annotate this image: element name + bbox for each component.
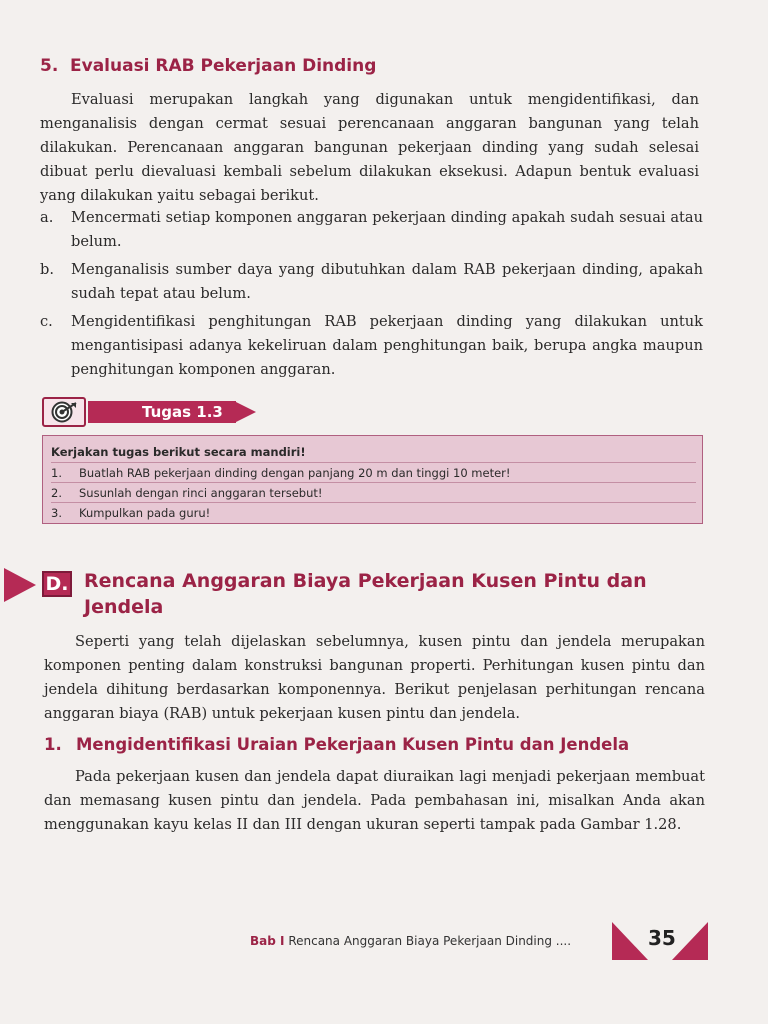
page-number: 35 — [648, 926, 676, 950]
tugas-item — [51, 502, 696, 523]
tugas-item — [51, 482, 696, 503]
subsection-1-title: Mengidentifikasi Uraian Pekerjaan Kusen Pintu dan Jendela — [76, 735, 630, 754]
section-5-intro-text: Evaluasi merupakan langkah yang digunakan untuk mengidentifikasi, dan menganalisis dengan cermat sesuai perencanaan anggaran bangunan yang telah dilakukan. Perencanaan anggaran bangunan pekerjaan dinding yang sudah selesai dibuat perlu dievaluasi kembali sebelum dilakukan eksekusi. Adapun bentuk evaluasi yang dilakukan yaitu sebagai berikut. — [40, 91, 699, 204]
tugas-item-text: Kumpulkan pada guru! — [79, 506, 211, 520]
section-5-number: 5. — [40, 56, 59, 76]
section-5-heading — [40, 56, 376, 76]
section-5-intro — [40, 88, 699, 208]
list-item-text: Mencermati setiap komponen anggaran pekerjaan dinding apakah sudah sesuai atau belum. — [71, 209, 703, 250]
evaluation-list — [40, 206, 703, 386]
tugas-item-text: Susunlah dengan rinci anggaran tersebut! — [79, 486, 323, 500]
tugas-item — [51, 462, 696, 483]
tugas-label: Tugas 1.3 — [88, 401, 236, 423]
tugas-heading: Kerjakan tugas berikut secara mandiri! — [51, 445, 306, 459]
list-item-text: Menganalisis sumber daya yang dibutuhkan dalam RAB pekerjaan dinding, apakah sudah tepat atau belum. — [71, 261, 703, 302]
list-marker: a. — [40, 209, 54, 226]
tugas-header — [42, 397, 252, 429]
page-footer — [250, 934, 571, 948]
section-d-intro-text: Seperti yang telah dijelaskan sebelumnya, kusen pintu dan jendela merupakan komponen penting dalam konstruksi bangunan properti. Perhitungan kusen pintu dan jendela dihitung berdasarkan komponennya. Berikut penjelasan perhitungan rencana anggaran biaya (RAB) untuk pekerjaan kusen pintu dan jendela. — [44, 633, 705, 722]
section-d-intro — [44, 630, 705, 726]
list-item-text: Mengidentifikasi penghitungan RAB pekerjaan dinding yang dilakukan untuk mengantisipasi adanya kekeliruan dalam penghitungan baik, berupa angka maupun penghitungan komponen anggaran. — [71, 313, 703, 378]
section-d-arrow-icon — [4, 568, 36, 602]
tugas-item-number: 2. — [51, 486, 62, 500]
section-d-letter: D. — [42, 571, 72, 597]
target-icon — [42, 397, 86, 427]
section-5-title: Evaluasi RAB Pekerjaan Dinding — [70, 56, 377, 76]
tugas-box — [42, 435, 703, 524]
footer-chapter: Rencana Anggaran Biaya Pekerjaan Dinding .... — [288, 934, 572, 948]
subsection-1-number: 1. — [44, 735, 62, 754]
list-item — [40, 206, 703, 254]
tugas-item-number: 3. — [51, 506, 62, 520]
subsection-1-paragraph: Pada pekerjaan kusen dan jendela dapat diuraikan lagi menjadi pekerjaan membuat dan memasang kusen pintu dan jendela. Pada pembahasan ini, misalkan Anda akan menggunakan kayu kelas II dan III dengan ukuran seperti tampak pada Gambar 1.28. — [44, 768, 705, 833]
subsection-1-text — [44, 765, 705, 837]
list-item — [40, 310, 703, 382]
footer-bab: Bab I — [250, 934, 285, 948]
tugas-arrow-shape — [234, 401, 256, 423]
subsection-1-heading — [44, 735, 629, 754]
list-marker: c. — [40, 313, 53, 330]
tugas-item-text: Buatlah RAB pekerjaan dinding dengan panjang 20 m dan tinggi 10 meter! — [79, 466, 511, 480]
section-d-title: Rencana Anggaran Biaya Pekerjaan Kusen Pintu dan Jendela — [84, 570, 647, 618]
tugas-item-number: 1. — [51, 466, 62, 480]
list-marker: b. — [40, 261, 54, 278]
list-item — [40, 258, 703, 306]
